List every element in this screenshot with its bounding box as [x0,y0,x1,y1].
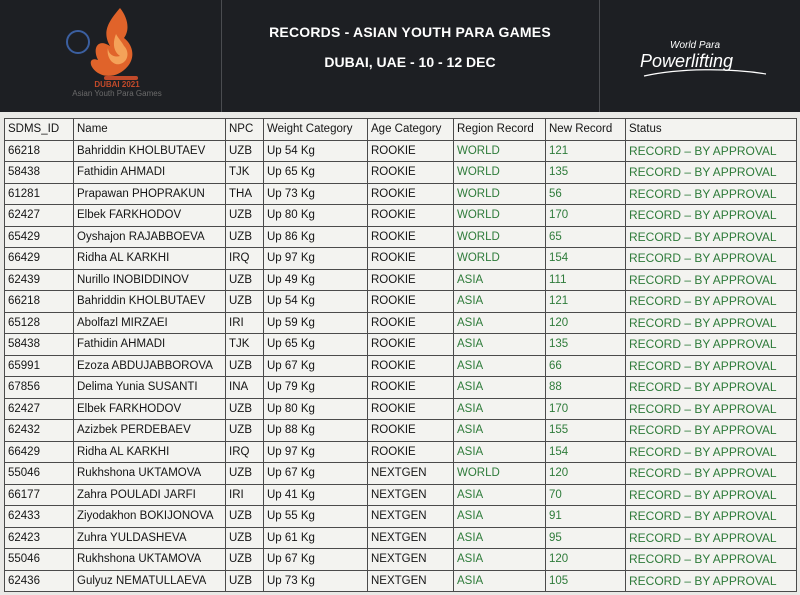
cell-new-record: 135 [546,334,626,356]
cell-new-record: 91 [546,506,626,528]
cell-region-record: ASIA [454,334,546,356]
cell-sdms-id: 58438 [5,334,74,356]
cell-npc: UZB [226,291,264,313]
cell-weight-category: Up 41 Kg [264,484,368,506]
cell-age-category: NEXTGEN [368,527,454,549]
cell-status: RECORD – BY APPROVAL [626,183,797,205]
cell-age-category: NEXTGEN [368,506,454,528]
cell-region-record: WORLD [454,205,546,227]
cell-status: RECORD – BY APPROVAL [626,463,797,485]
logo-caption [52,80,182,98]
cell-status: RECORD – BY APPROVAL [626,291,797,313]
table-row [5,226,797,248]
cell-weight-category: Up 67 Kg [264,463,368,485]
table-row [5,570,797,592]
cell-age-category: ROOKIE [368,441,454,463]
cell-new-record: 155 [546,420,626,442]
cell-weight-category: Up 54 Kg [264,140,368,162]
brand-swoosh-icon [640,66,770,80]
cell-sdms-id: 66429 [5,441,74,463]
cell-name: Ziyodakhon BOKIJONOVA [74,506,226,528]
cell-name: Ezoza ABDUJABBOROVA [74,355,226,377]
cell-status: RECORD – BY APPROVAL [626,205,797,227]
cell-weight-category: Up 88 Kg [264,420,368,442]
table-header-row [5,119,797,141]
cell-weight-category: Up 80 Kg [264,205,368,227]
cell-weight-category: Up 73 Kg [264,183,368,205]
cell-weight-category: Up 55 Kg [264,506,368,528]
table-row [5,420,797,442]
cell-sdms-id: 55046 [5,463,74,485]
cell-weight-category: Up 80 Kg [264,398,368,420]
cell-sdms-id: 66218 [5,291,74,313]
table-row [5,441,797,463]
cell-region-record: ASIA [454,441,546,463]
cell-new-record: 154 [546,441,626,463]
table-row [5,162,797,184]
cell-age-category: NEXTGEN [368,463,454,485]
cell-sdms-id: 62439 [5,269,74,291]
cell-sdms-id: 66177 [5,484,74,506]
cell-status: RECORD – BY APPROVAL [626,312,797,334]
cell-age-category: ROOKIE [368,312,454,334]
cell-status: RECORD – BY APPROVAL [626,355,797,377]
cell-name: Delima Yunia SUSANTI [74,377,226,399]
cell-npc: UZB [226,570,264,592]
records-table [4,118,797,592]
cell-weight-category: Up 54 Kg [264,291,368,313]
cell-weight-category: Up 49 Kg [264,269,368,291]
cell-age-category: ROOKIE [368,355,454,377]
cell-name: Nurillo INOBIDDINOV [74,269,226,291]
column-header-new-record: New Record [546,119,626,141]
cell-status: RECORD – BY APPROVAL [626,140,797,162]
cell-status: RECORD – BY APPROVAL [626,420,797,442]
cell-npc: UZB [226,269,264,291]
cell-npc: IRI [226,484,264,506]
cell-age-category: NEXTGEN [368,549,454,571]
cell-new-record: 120 [546,463,626,485]
column-header-age-category: Age Category [368,119,454,141]
logo-caption-main: DUBAI 2021 [94,80,140,89]
cell-region-record: ASIA [454,527,546,549]
cell-status: RECORD – BY APPROVAL [626,484,797,506]
header-divider-right [599,0,600,112]
cell-status: RECORD – BY APPROVAL [626,269,797,291]
table-row [5,183,797,205]
column-header-sdms-id: SDMS_ID [5,119,74,141]
cell-region-record: ASIA [454,312,546,334]
cell-npc: UZB [226,205,264,227]
cell-new-record: 95 [546,527,626,549]
cell-sdms-id: 55046 [5,549,74,571]
cell-new-record: 121 [546,140,626,162]
table-row [5,334,797,356]
cell-weight-category: Up 65 Kg [264,162,368,184]
cell-weight-category: Up 73 Kg [264,570,368,592]
cell-age-category: ROOKIE [368,269,454,291]
cell-weight-category: Up 59 Kg [264,312,368,334]
cell-npc: UZB [226,420,264,442]
cell-npc: IRQ [226,441,264,463]
cell-npc: UZB [226,549,264,571]
cell-name: Rukhshona UKTAMOVA [74,463,226,485]
document-header [0,0,800,112]
cell-weight-category: Up 67 Kg [264,549,368,571]
cell-new-record: 170 [546,205,626,227]
cell-sdms-id: 62433 [5,506,74,528]
cell-region-record: WORLD [454,140,546,162]
cell-weight-category: Up 97 Kg [264,441,368,463]
cell-npc: UZB [226,463,264,485]
cell-weight-category: Up 67 Kg [264,355,368,377]
cell-name: Oyshajon RAJABBOEVA [74,226,226,248]
cell-sdms-id: 61281 [5,183,74,205]
table-body [5,140,797,592]
cell-sdms-id: 62427 [5,398,74,420]
table-row [5,527,797,549]
cell-age-category: ROOKIE [368,398,454,420]
cell-new-record: 66 [546,355,626,377]
cell-name: Fathidin AHMADI [74,162,226,184]
cell-name: Gulyuz NEMATULLAEVA [74,570,226,592]
cell-npc: IRI [226,312,264,334]
cell-region-record: ASIA [454,269,546,291]
document-subtitle: DUBAI, UAE - 10 - 12 DEC [324,54,496,70]
cell-age-category: ROOKIE [368,140,454,162]
cell-sdms-id: 62423 [5,527,74,549]
column-header-npc: NPC [226,119,264,141]
cell-sdms-id: 62436 [5,570,74,592]
cell-npc: UZB [226,506,264,528]
cell-new-record: 65 [546,226,626,248]
cell-age-category: ROOKIE [368,377,454,399]
cell-name: Bahriddin KHOLBUTAEV [74,140,226,162]
cell-name: Prapawan PHOPRAKUN [74,183,226,205]
table-row [5,269,797,291]
cell-status: RECORD – BY APPROVAL [626,506,797,528]
column-header-weight-category: Weight Category [264,119,368,141]
cell-weight-category: Up 61 Kg [264,527,368,549]
cell-sdms-id: 66429 [5,248,74,270]
cell-sdms-id: 66218 [5,140,74,162]
cell-sdms-id: 67856 [5,377,74,399]
cell-status: RECORD – BY APPROVAL [626,441,797,463]
cell-region-record: ASIA [454,291,546,313]
table-row [5,291,797,313]
table-row [5,205,797,227]
cell-weight-category: Up 86 Kg [264,226,368,248]
cell-npc: THA [226,183,264,205]
cell-status: RECORD – BY APPROVAL [626,248,797,270]
cell-sdms-id: 65128 [5,312,74,334]
cell-age-category: NEXTGEN [368,570,454,592]
cell-new-record: 154 [546,248,626,270]
cell-age-category: ROOKIE [368,420,454,442]
cell-name: Fathidin AHMADI [74,334,226,356]
cell-sdms-id: 65429 [5,226,74,248]
cell-new-record: 170 [546,398,626,420]
cell-new-record: 121 [546,291,626,313]
cell-region-record: ASIA [454,355,546,377]
cell-name: Ridha AL KARKHI [74,248,226,270]
cell-npc: UZB [226,355,264,377]
cell-npc: UZB [226,398,264,420]
cell-npc: UZB [226,226,264,248]
cell-name: Rukhshona UKTAMOVA [74,549,226,571]
cell-new-record: 120 [546,312,626,334]
cell-region-record: ASIA [454,484,546,506]
cell-age-category: ROOKIE [368,291,454,313]
cell-name: Elbek FARKHODOV [74,398,226,420]
cell-age-category: ROOKIE [368,183,454,205]
column-header-status: Status [626,119,797,141]
column-header-name: Name [74,119,226,141]
cell-new-record: 88 [546,377,626,399]
cell-status: RECORD – BY APPROVAL [626,398,797,420]
cell-status: RECORD – BY APPROVAL [626,377,797,399]
cell-name: Ridha AL KARKHI [74,441,226,463]
cell-status: RECORD – BY APPROVAL [626,549,797,571]
cell-region-record: WORLD [454,162,546,184]
cell-new-record: 111 [546,269,626,291]
cell-sdms-id: 65991 [5,355,74,377]
cell-new-record: 120 [546,549,626,571]
cell-region-record: ASIA [454,570,546,592]
cell-name: Abolfazl MIRZAEI [74,312,226,334]
table-row [5,549,797,571]
table-row [5,140,797,162]
cell-age-category: ROOKIE [368,334,454,356]
cell-weight-category: Up 79 Kg [264,377,368,399]
cell-name: Zahra POULADI JARFI [74,484,226,506]
document-title: RECORDS - ASIAN YOUTH PARA GAMES [269,24,551,40]
cell-npc: UZB [226,140,264,162]
cell-new-record: 135 [546,162,626,184]
cell-status: RECORD – BY APPROVAL [626,527,797,549]
cell-new-record: 56 [546,183,626,205]
cell-name: Azizbek PERDEBAEV [74,420,226,442]
table-row [5,312,797,334]
table-row [5,506,797,528]
cell-region-record: ASIA [454,420,546,442]
cell-region-record: WORLD [454,463,546,485]
cell-name: Zuhra YULDASHEVA [74,527,226,549]
cell-status: RECORD – BY APPROVAL [626,162,797,184]
table-row [5,248,797,270]
cell-npc: INA [226,377,264,399]
cell-new-record: 105 [546,570,626,592]
cell-weight-category: Up 97 Kg [264,248,368,270]
cell-sdms-id: 58438 [5,162,74,184]
cell-region-record: ASIA [454,377,546,399]
cell-region-record: ASIA [454,398,546,420]
cell-age-category: ROOKIE [368,162,454,184]
cell-name: Bahriddin KHOLBUTAEV [74,291,226,313]
cell-sdms-id: 62427 [5,205,74,227]
table-row [5,355,797,377]
cell-region-record: WORLD [454,248,546,270]
cell-name: Elbek FARKHODOV [74,205,226,227]
table-row [5,463,797,485]
cell-region-record: WORLD [454,226,546,248]
cell-region-record: ASIA [454,549,546,571]
cell-npc: TJK [226,334,264,356]
cell-region-record: WORLD [454,183,546,205]
logo-caption-sub: Asian Youth Para Games [72,89,162,98]
brand-top-text: World Para [670,40,721,51]
cell-age-category: ROOKIE [368,248,454,270]
cell-weight-category: Up 65 Kg [264,334,368,356]
cell-status: RECORD – BY APPROVAL [626,226,797,248]
cell-npc: IRQ [226,248,264,270]
cell-age-category: NEXTGEN [368,484,454,506]
cell-npc: UZB [226,527,264,549]
cell-status: RECORD – BY APPROVAL [626,570,797,592]
cell-sdms-id: 62432 [5,420,74,442]
cell-age-category: ROOKIE [368,226,454,248]
table-row [5,484,797,506]
table-row [5,398,797,420]
brand-bottom-text: Powerlifting [640,51,734,71]
cell-new-record: 70 [546,484,626,506]
cell-status: RECORD – BY APPROVAL [626,334,797,356]
table-row [5,377,797,399]
cell-npc: TJK [226,162,264,184]
column-header-region-record: Region Record [454,119,546,141]
cell-age-category: ROOKIE [368,205,454,227]
cell-region-record: ASIA [454,506,546,528]
